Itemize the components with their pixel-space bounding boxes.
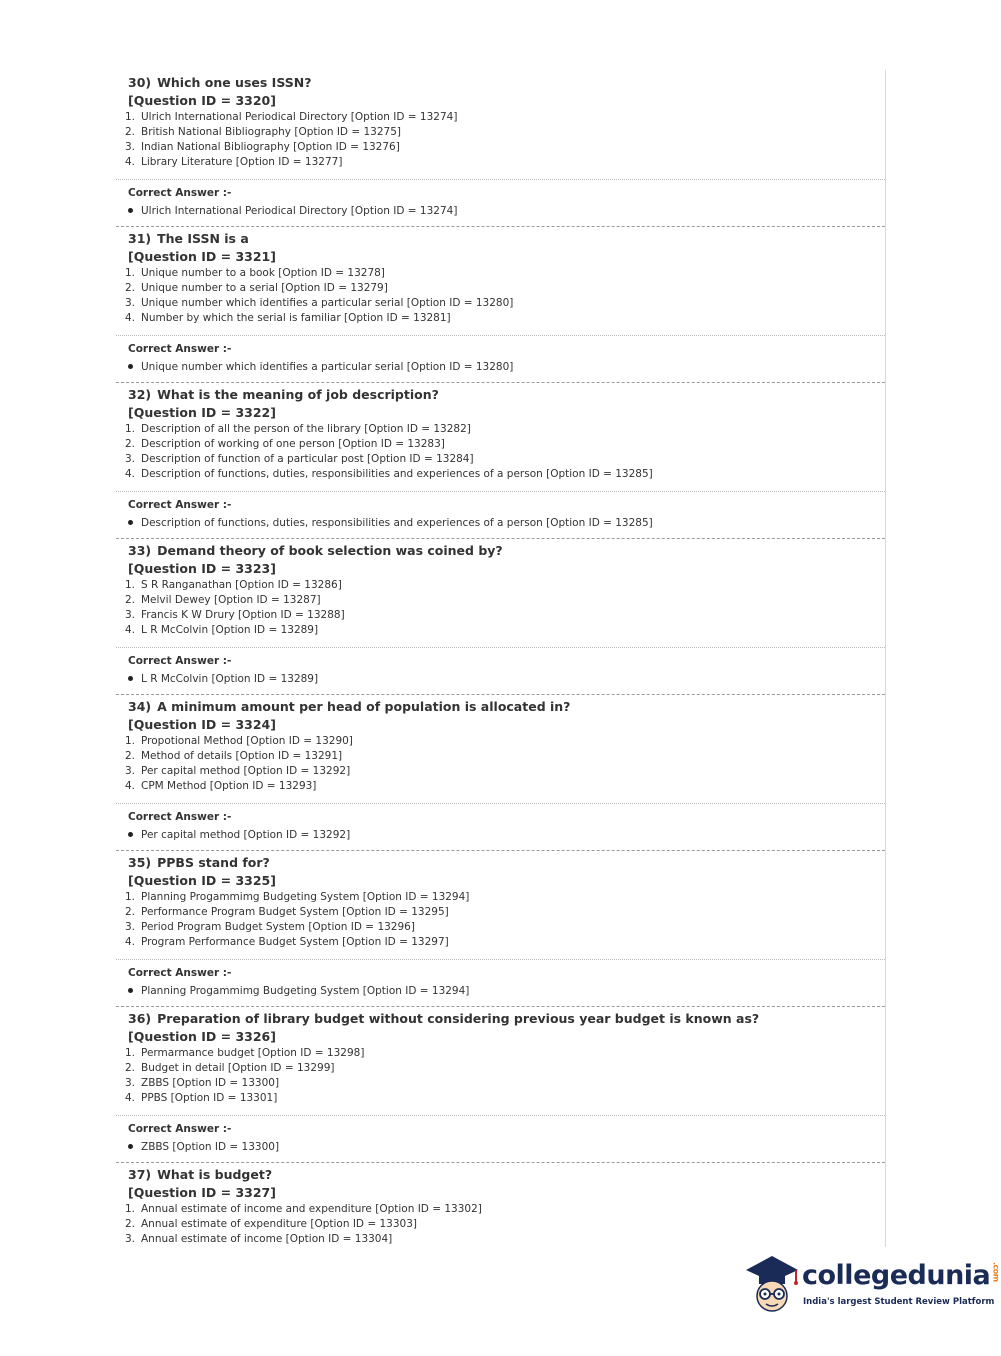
option-item: 3. Indian National Bibliography [Option ID = 13276] [125,141,400,153]
brand-name: collegedunia .com [802,1260,1001,1291]
question-block [116,1163,885,1247]
bullet-icon [128,520,133,525]
question-id: [Question ID = 3324] [128,717,276,732]
collegedunia-logo[interactable] [742,1248,1001,1318]
option-item: 4. Description of functions, duties, responsibilities and experiences of a person [Option ID = 13285] [125,468,653,480]
correct-answer [116,803,885,850]
options-list [125,1202,885,1247]
question-block [116,227,885,383]
question-block [116,695,885,851]
answer-label: Correct Answer :- [128,1123,232,1135]
options-list [125,422,885,482]
answer-label: Correct Answer :- [128,343,232,355]
question-title: 36) Preparation of library budget without considering previous year budget is known as? [128,1011,760,1026]
options-list [125,110,885,170]
option-item: 4. Program Performance Budget System [Option ID = 13297] [125,936,449,948]
option-item: 3. Annual estimate of income [Option ID = 13304] [125,1233,393,1245]
option-item: 3. Period Program Budget System [Option ID = 13296] [125,921,415,933]
bullet-icon [128,988,133,993]
brand-tagline: India's largest Student Review Platform [803,1297,995,1307]
options-list [125,1046,885,1106]
bullet-icon [128,832,133,837]
answer-label: Correct Answer :- [128,499,232,511]
options-list [125,578,885,638]
question-id: [Question ID = 3327] [128,1185,276,1200]
option-item: 2. Performance Program Budget System [Option ID = 13295] [125,906,449,918]
question-block [116,70,885,227]
question-id: [Question ID = 3321] [128,249,276,264]
question-id: [Question ID = 3320] [128,93,276,108]
option-item: 3. Unique number which identifies a particular serial [Option ID = 13280] [125,297,514,309]
question-list [116,70,886,1247]
option-item: 1. Unique number to a book [Option ID = 13278] [125,267,385,279]
answer-text: Description of functions, duties, responsibilities and experiences of a person [Option ID = 13285] [141,517,653,529]
answer-text: Ulrich International Periodical Directory [Option ID = 13274] [141,205,458,217]
option-item: 4. L R McColvin [Option ID = 13289] [125,624,319,636]
correct-answer [116,335,885,382]
answer-text: Per capital method [Option ID = 13292] [141,829,351,841]
option-item: 2. Method of details [Option ID = 13291] [125,750,343,762]
option-item: 4. PPBS [Option ID = 13301] [125,1092,278,1104]
question-title: 31) The ISSN is a [128,231,249,246]
question-id: [Question ID = 3325] [128,873,276,888]
options-list [125,266,885,326]
answer-text: Planning Progammimg Budgeting System [Option ID = 13294] [141,985,470,997]
option-item: 1. Propotional Method [Option ID = 13290] [125,735,353,747]
question-title: 34) A minimum amount per head of population is allocated in? [128,699,571,714]
answer-label: Correct Answer :- [128,655,232,667]
option-item: 2. Unique number to a serial [Option ID = 13279] [125,282,388,294]
option-item: 1. Description of all the person of the library [Option ID = 13282] [125,423,471,435]
question-block [116,1007,885,1163]
option-item: 2. Melvil Dewey [Option ID = 13287] [125,594,321,606]
answer-label: Correct Answer :- [128,187,232,199]
correct-answer [116,491,885,538]
answer-label: Correct Answer :- [128,811,232,823]
answer-text: Unique number which identifies a particular serial [Option ID = 13280] [141,361,514,373]
question-id: [Question ID = 3322] [128,405,276,420]
question-block [116,851,885,1007]
bullet-icon [128,676,133,681]
option-item: 1. Ulrich International Periodical Directory [Option ID = 13274] [125,111,458,123]
question-title: 33) Demand theory of book selection was coined by? [128,543,503,558]
option-item: 4. CPM Method [Option ID = 13293] [125,780,317,792]
option-item: 1. Permarmance budget [Option ID = 13298] [125,1047,365,1059]
correct-answer [116,1115,885,1162]
answer-text: ZBBS [Option ID = 13300] [141,1141,280,1153]
option-item: 3. Description of function of a particular post [Option ID = 13284] [125,453,474,465]
question-title: 30) Which one uses ISSN? [128,75,312,90]
question-id: [Question ID = 3326] [128,1029,276,1044]
question-block [116,539,885,695]
option-item: 1. Annual estimate of income and expenditure [Option ID = 13302] [125,1203,482,1215]
correct-answer [116,647,885,694]
option-item: 4. Library Literature [Option ID = 13277] [125,156,343,168]
option-item: 2. Description of working of one person [Option ID = 13283] [125,438,445,450]
option-item: 1. S R Ranganathan [Option ID = 13286] [125,579,342,591]
question-title: 37) What is budget? [128,1167,273,1182]
option-item: 2. Annual estimate of expenditure [Option ID = 13303] [125,1218,417,1230]
options-list [125,734,885,794]
bullet-icon [128,208,133,213]
option-item: 2. British National Bibliography [Option ID = 13275] [125,126,401,138]
question-title: 32) What is the meaning of job description? [128,387,439,402]
question-title: 35) PPBS stand for? [128,855,270,870]
option-item: 4. Number by which the serial is familiar [Option ID = 13281] [125,312,451,324]
bullet-icon [128,1144,133,1149]
option-item: 3. Francis K W Drury [Option ID = 13288] [125,609,345,621]
answer-label: Correct Answer :- [128,967,232,979]
correct-answer [116,959,885,1006]
answer-text: L R McColvin [Option ID = 13289] [141,673,319,685]
option-item: 3. Per capital method [Option ID = 13292] [125,765,351,777]
bullet-icon [128,364,133,369]
mascot-icon [742,1248,802,1318]
option-item: 2. Budget in detail [Option ID = 13299] [125,1062,335,1074]
question-id: [Question ID = 3323] [128,561,276,576]
option-item: 1. Planning Progammimg Budgeting System [Option ID = 13294] [125,891,470,903]
option-item: 3. ZBBS [Option ID = 13300] [125,1077,280,1089]
options-list [125,890,885,950]
correct-answer [116,179,885,226]
question-block [116,383,885,539]
